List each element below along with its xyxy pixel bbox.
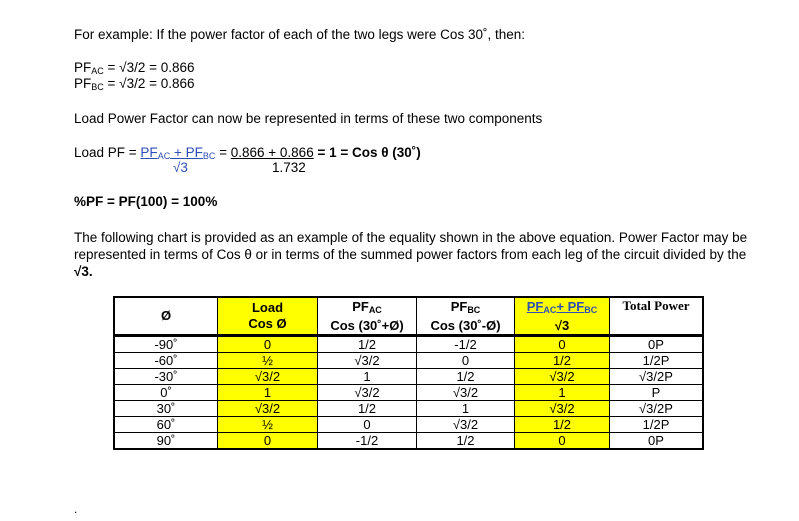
- explanation-paragraph: [74, 229, 754, 280]
- cell-load: 0: [218, 433, 318, 450]
- percent-pf-equation: %PF = PF(100) = 100%: [74, 194, 218, 209]
- header-pf-bc: $PF_{BC}$ Cos (30˚-Ø): [417, 297, 515, 336]
- header-summed-pf: $PF_{AC}+ PF_{BC}$ √3: [515, 297, 610, 336]
- cell-phi: 90˚: [114, 433, 218, 450]
- cell-phi: 30˚: [114, 401, 218, 417]
- cell-phi: 0˚: [114, 385, 218, 401]
- cell-summed-pf: 1/2: [515, 353, 610, 369]
- table-row: [114, 369, 703, 385]
- cell-pf-ac: √3/2: [318, 353, 417, 369]
- cell-pf-bc: √3/2: [417, 417, 515, 433]
- cell-total-power: 0P: [610, 433, 704, 450]
- cell-load: ½: [218, 353, 318, 369]
- cell-load: √3/2: [218, 369, 318, 385]
- cell-summed-pf: 1/2: [515, 417, 610, 433]
- load-pf-numerator-terms: $PF_{AC} + PF_{BC}$: [140, 145, 216, 161]
- table-row: [114, 417, 703, 433]
- eq2-rhs: = √3/2 = 0.866: [103, 76, 195, 91]
- load-pf-prefix: Load PF =: [74, 145, 141, 160]
- cell-pf-ac: -1/2: [318, 433, 417, 450]
- cell-pf-bc: 1/2: [417, 433, 515, 450]
- eq1-lhs: PF: [74, 60, 92, 75]
- eq2-lhs: PF: [74, 76, 92, 91]
- eq2-sub: BC: [91, 82, 104, 92]
- statement-text: Load Power Factor can now be represented in terms of these two components: [74, 111, 543, 126]
- cell-total-power: P: [610, 385, 704, 401]
- header-load-cos: Load Cos Ø: [218, 297, 318, 336]
- equation-pf-bc: [74, 76, 195, 95]
- load-pf-denominator-value: 1.732: [272, 160, 306, 175]
- cell-phi: -60˚: [114, 353, 218, 369]
- cell-summed-pf: √3/2: [515, 401, 610, 417]
- load-pf-result: = 1 = Cos θ (30˚): [313, 145, 421, 160]
- eq1-sub: AC: [91, 66, 104, 76]
- table-row: [114, 401, 703, 417]
- cell-total-power: √3/2P: [610, 401, 704, 417]
- cell-pf-ac: 1/2: [318, 336, 417, 353]
- cell-pf-ac: 1: [318, 369, 417, 385]
- table-row: [114, 336, 703, 353]
- header-pf-ac: $PF_{AC}$ Cos (30˚+Ø): [318, 297, 417, 336]
- trailing-mark: .: [74, 502, 78, 516]
- cell-load: 1: [218, 385, 318, 401]
- cell-summed-pf: 1: [515, 385, 610, 401]
- cell-summed-pf: 0: [515, 336, 610, 353]
- cell-pf-ac: 0: [318, 417, 417, 433]
- intro-text: For example: If the power factor of each of the two legs were Cos 30˚, then:: [74, 27, 525, 42]
- cell-pf-bc: √3/2: [417, 385, 515, 401]
- load-pf-numerator-values: 0.866 + 0.866: [230, 145, 314, 160]
- cell-phi: -90˚: [114, 336, 218, 353]
- cell-load: ½: [218, 417, 318, 433]
- table-row: [114, 385, 703, 401]
- cell-pf-bc: 0: [417, 353, 515, 369]
- cell-summed-pf: √3/2: [515, 369, 610, 385]
- cell-pf-ac: √3/2: [318, 385, 417, 401]
- cell-summed-pf: 0: [515, 433, 610, 450]
- cell-pf-ac: 1/2: [318, 401, 417, 417]
- cell-load: √3/2: [218, 401, 318, 417]
- cell-total-power: 1/2P: [610, 417, 704, 433]
- cell-phi: 60˚: [114, 417, 218, 433]
- table-row: [114, 433, 703, 450]
- table-header-row: [114, 297, 703, 336]
- cell-total-power: 1/2P: [610, 353, 704, 369]
- cell-phi: -30˚: [114, 369, 218, 385]
- eq1-rhs: = √3/2 = 0.866: [103, 60, 195, 75]
- load-pf-equation: [74, 145, 421, 164]
- cell-total-power: 0P: [610, 336, 704, 353]
- explanation-part2: √3.: [74, 264, 93, 279]
- load-pf-equals: =: [215, 145, 231, 160]
- explanation-part1: The following chart is provided as an example of the equality shown in the above equation. Power Factor may be represented in terms of Cos θ or in terms of the summed power factors from each leg of the circuit divided by the: [74, 230, 748, 262]
- cell-total-power: √3/2P: [610, 369, 704, 385]
- load-pf-denominator-sqrt3: √3: [173, 160, 188, 175]
- cell-load: 0: [218, 336, 318, 353]
- table-row: [114, 353, 703, 369]
- cell-pf-bc: 1: [417, 401, 515, 417]
- power-factor-table: [113, 296, 704, 450]
- header-phi: Ø: [114, 297, 218, 336]
- header-total-power: Total Power: [610, 297, 704, 336]
- cell-pf-bc: 1/2: [417, 369, 515, 385]
- cell-pf-bc: -1/2: [417, 336, 515, 353]
